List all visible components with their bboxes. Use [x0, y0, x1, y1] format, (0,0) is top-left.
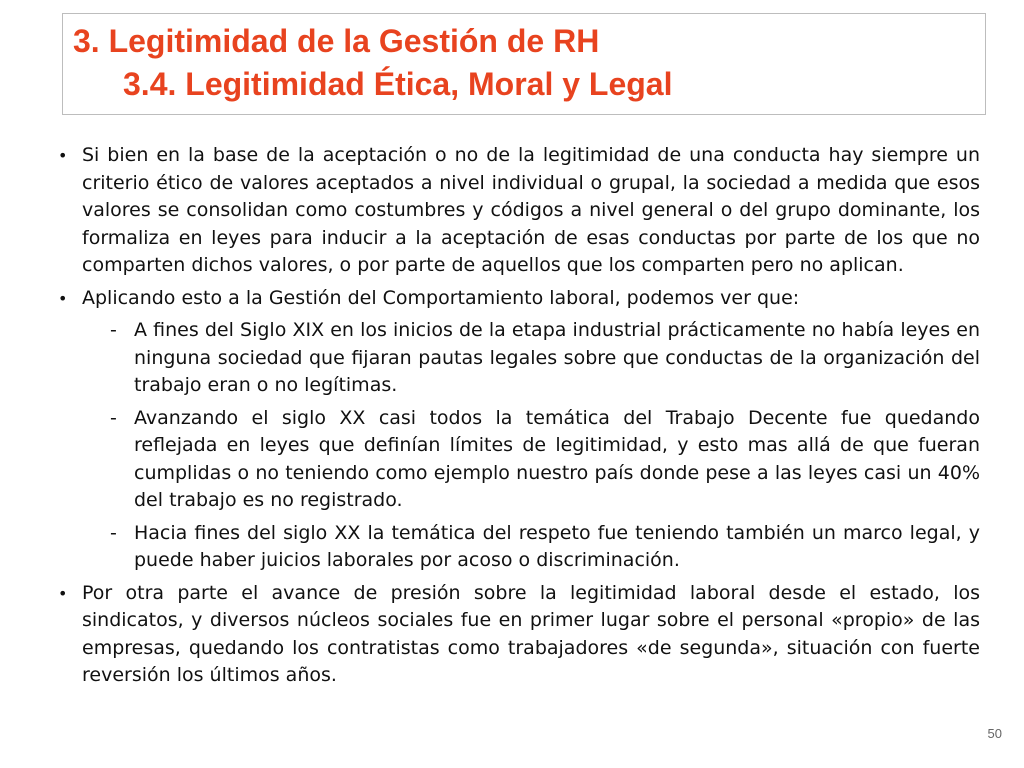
dash-icon: -	[110, 521, 117, 544]
dash-icon: -	[110, 319, 117, 341]
bullet-icon: •	[58, 583, 68, 603]
sub-item-1	[58, 317, 980, 400]
title-box	[62, 13, 986, 115]
bullet-item-3	[58, 580, 980, 690]
slide-content	[58, 142, 980, 695]
sub-item-2	[58, 405, 980, 515]
sub-item-text-1: A fines del Siglo XIX en los inicios de la etapa industrial prácticamente no había leyes en ninguna sociedad que fijaran pautas legales sobre que conductas de la organización del trabajo eran o no legítimas.	[134, 319, 980, 396]
dash-icon: -	[110, 406, 117, 429]
sub-item-text-2: Avanzando el siglo XX casi todos la temática del Trabajo Decente fue quedando reflejada en leyes que definían límites de legitimidad, y esto mas allá de que fueran cumplidas o no teniendo como ejemplo nuestro país donde pese a las leyes casi un 40% del trabajo es no registrado.	[134, 406, 980, 511]
bullet-text-2: Aplicando esto a la Gestión del Comportamiento laboral, podemos ver que:	[82, 286, 800, 309]
bullet-item-1	[58, 142, 980, 280]
bullet-text-3: Por otra parte el avance de presión sobre la legitimidad laboral desde el estado, los sindicatos, y diversos núcleos sociales fue en primer lugar sobre el personal «propio» de las empresas, quedando los contratistas como trabajadores «de segunda», situación con fuerte reversión los últimos años.	[82, 581, 980, 686]
slide-title: 3. Legitimidad de la Gestión de RH	[73, 23, 600, 59]
slide-subtitle: 3.4. Legitimidad Ética, Moral y Legal	[123, 66, 673, 102]
bullet-item-2	[58, 285, 980, 313]
page-number: 50	[987, 726, 1002, 741]
bullet-text-1: Si bien en la base de la aceptación o no de la legitimidad de una conducta hay siempre un criterio ético de valores aceptados a nivel individual o grupal, la sociedad a medida que esos valores se consolidan como costumbres y códigos a nivel general o del grupo dominante, los formaliza en leyes para inducir a la aceptación de esas conductas por parte de los que no comparten dichos valores, o por parte de aquellos que los comparten pero no aplican.	[82, 144, 980, 276]
sub-item-3	[58, 520, 980, 575]
sub-item-text-3: Hacia fines del siglo XX la temática del respeto fue teniendo también un marco legal, y puede haber juicios laborales por acoso o discriminación.	[134, 521, 980, 571]
bullet-icon: •	[58, 288, 68, 308]
bullet-icon: •	[58, 146, 68, 165]
